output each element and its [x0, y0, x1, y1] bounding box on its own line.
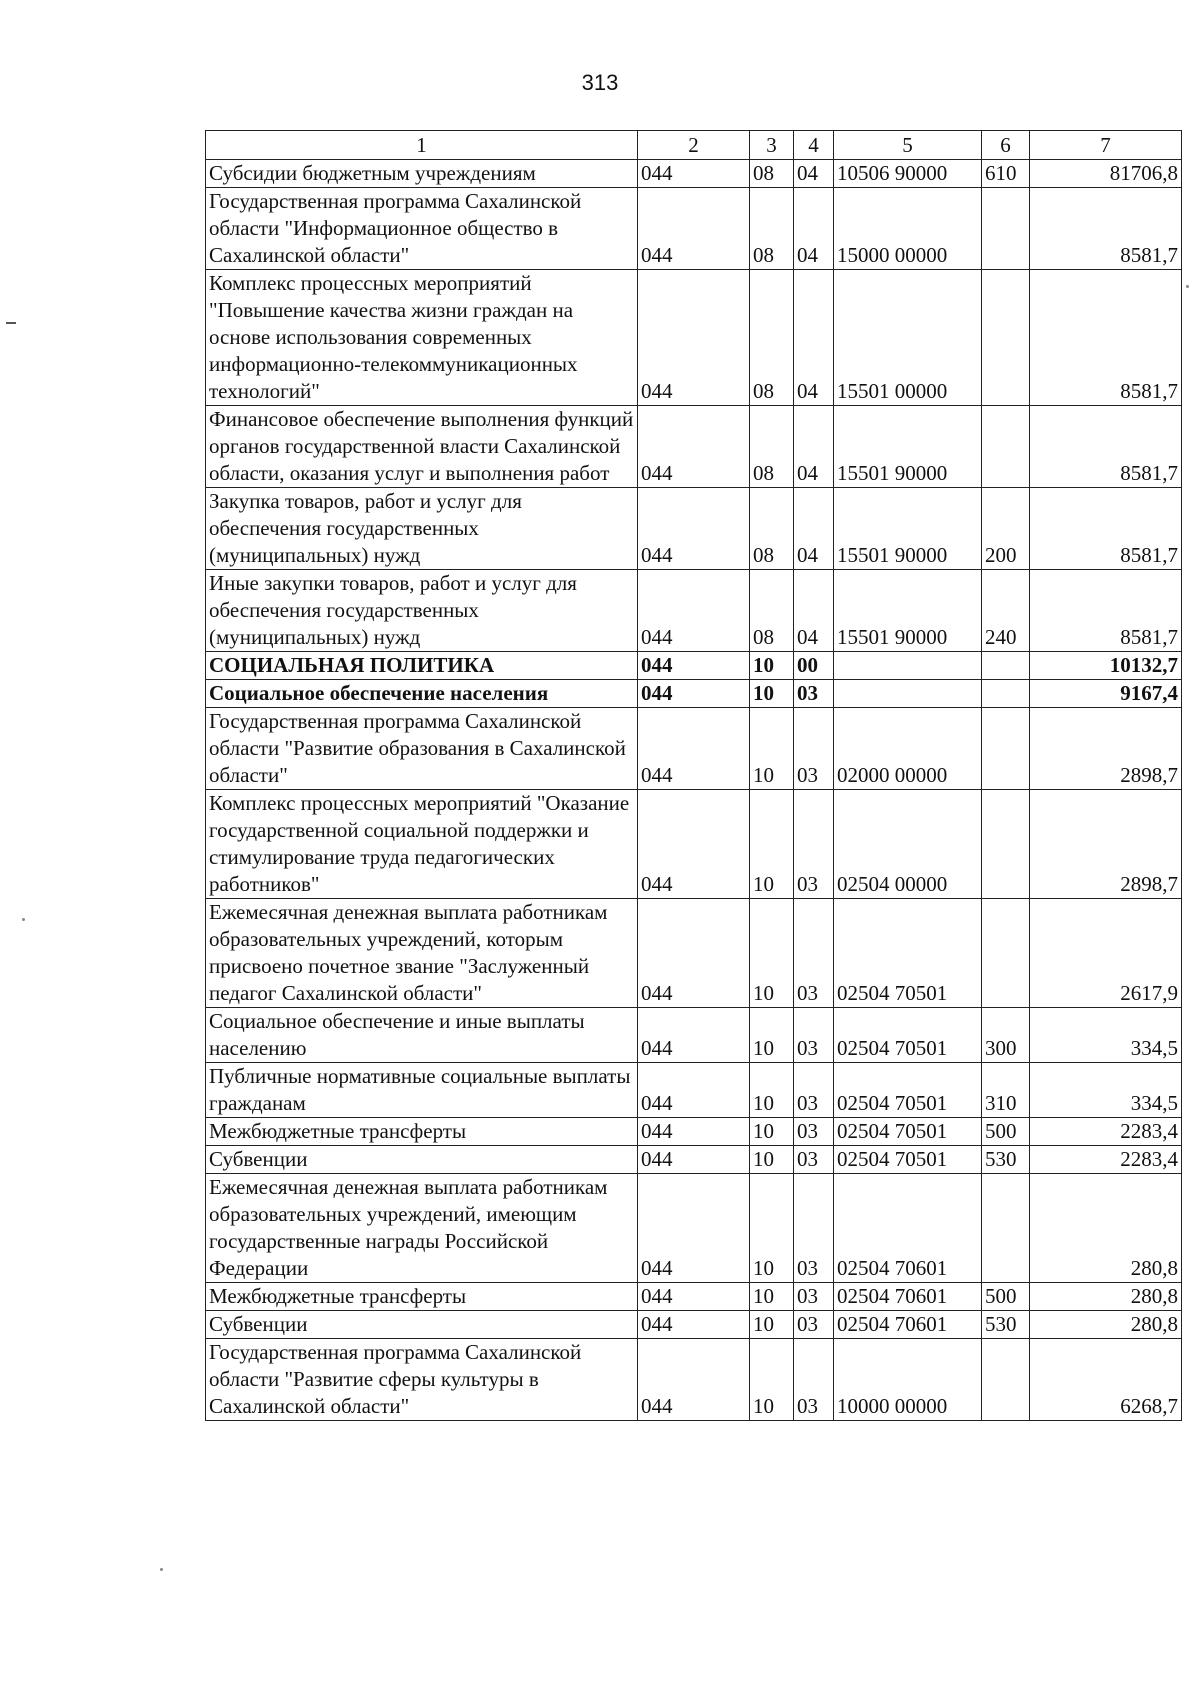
row-name-cell: Субвенции	[206, 1146, 638, 1174]
row-subsection-cell: 03	[794, 1174, 834, 1283]
row-target-cell: 10506 90000	[834, 160, 982, 188]
row-code-cell: 044	[638, 652, 750, 680]
row-code-cell: 044	[638, 1283, 750, 1311]
row-section-cell: 08	[750, 270, 794, 406]
table-row	[206, 1339, 1182, 1421]
row-section-cell: 08	[750, 406, 794, 488]
row-expense-type-cell: 500	[982, 1283, 1030, 1311]
row-amount-cell: 6268,7	[1030, 1339, 1182, 1421]
row-target-cell: 02504 70501	[834, 1118, 982, 1146]
row-section-cell: 10	[750, 1063, 794, 1118]
row-expense-type-cell	[982, 270, 1030, 406]
row-subsection-cell: 03	[794, 1339, 834, 1421]
row-amount-cell: 2283,4	[1030, 1118, 1182, 1146]
row-subsection-cell: 03	[794, 680, 834, 708]
row-name-cell: Финансовое обеспечение выполнения функций органов государственной власти Сахалинской области, оказания услуг и выполнения работ	[206, 406, 638, 488]
row-name-cell: Закупка товаров, работ и услуг для обеспечения государственных (муниципальных) нужд	[206, 488, 638, 570]
row-amount-cell: 8581,7	[1030, 188, 1182, 270]
row-section-cell: 10	[750, 790, 794, 899]
page-number: 313	[581, 70, 619, 95]
header-cell: 5	[834, 131, 982, 160]
row-target-cell: 10000 00000	[834, 1339, 982, 1421]
row-name-cell: Комплекс процессных мероприятий "Оказание государственной социальной поддержки и стимулирование труда педагогических работников"	[206, 790, 638, 899]
row-code-cell: 044	[638, 1146, 750, 1174]
row-code-cell: 044	[638, 790, 750, 899]
row-amount-cell: 334,5	[1030, 1008, 1182, 1063]
row-name-cell: Межбюджетные трансферты	[206, 1283, 638, 1311]
row-name-cell: Межбюджетные трансферты	[206, 1118, 638, 1146]
row-expense-type-cell	[982, 680, 1030, 708]
row-subsection-cell: 04	[794, 570, 834, 652]
row-subsection-cell: 03	[794, 1118, 834, 1146]
row-code-cell: 044	[638, 1118, 750, 1146]
row-expense-type-cell: 240	[982, 570, 1030, 652]
scan-mark	[6, 322, 16, 324]
budget-table	[205, 130, 1182, 1421]
row-amount-cell: 280,8	[1030, 1283, 1182, 1311]
row-target-cell: 02504 70501	[834, 899, 982, 1008]
row-subsection-cell: 04	[794, 270, 834, 406]
header-cell: 7	[1030, 131, 1182, 160]
row-target-cell: 02504 70601	[834, 1174, 982, 1283]
row-code-cell: 044	[638, 1008, 750, 1063]
row-code-cell: 044	[638, 708, 750, 790]
table-row	[206, 188, 1182, 270]
row-target-cell: 02504 70501	[834, 1146, 982, 1174]
row-name-cell: Субвенции	[206, 1311, 638, 1339]
row-target-cell	[834, 652, 982, 680]
row-target-cell: 02504 70501	[834, 1008, 982, 1063]
table-row	[206, 899, 1182, 1008]
row-subsection-cell: 04	[794, 188, 834, 270]
row-name-cell: Государственная программа Сахалинской области "Развитие сферы культуры в Сахалинской области"	[206, 1339, 638, 1421]
table-row	[206, 1146, 1182, 1174]
table-row	[206, 1063, 1182, 1118]
row-section-cell: 08	[750, 488, 794, 570]
row-name-cell: Государственная программа Сахалинской области "Информационное общество в Сахалинской области"	[206, 188, 638, 270]
row-code-cell: 044	[638, 270, 750, 406]
row-subsection-cell: 03	[794, 708, 834, 790]
row-expense-type-cell: 310	[982, 1063, 1030, 1118]
row-subsection-cell: 03	[794, 1008, 834, 1063]
table-row	[206, 1118, 1182, 1146]
row-expense-type-cell	[982, 790, 1030, 899]
row-target-cell: 02504 70601	[834, 1283, 982, 1311]
row-code-cell: 044	[638, 1174, 750, 1283]
row-expense-type-cell: 500	[982, 1118, 1030, 1146]
header-cell: 1	[206, 131, 638, 160]
table-row	[206, 680, 1182, 708]
row-expense-type-cell	[982, 1174, 1030, 1283]
row-subsection-cell: 03	[794, 1311, 834, 1339]
row-expense-type-cell	[982, 406, 1030, 488]
row-expense-type-cell: 200	[982, 488, 1030, 570]
row-expense-type-cell	[982, 899, 1030, 1008]
row-expense-type-cell: 300	[982, 1008, 1030, 1063]
row-amount-cell: 334,5	[1030, 1063, 1182, 1118]
row-section-cell: 10	[750, 1118, 794, 1146]
row-subsection-cell: 04	[794, 160, 834, 188]
row-amount-cell: 10132,7	[1030, 652, 1182, 680]
row-name-cell: Иные закупки товаров, работ и услуг для обеспечения государственных (муниципальных) нужд	[206, 570, 638, 652]
table-row	[206, 270, 1182, 406]
table-row	[206, 488, 1182, 570]
row-name-cell: Комплекс процессных мероприятий "Повышение качества жизни граждан на основе использования современных информационно-телекоммуникационных технологий"	[206, 270, 638, 406]
row-section-cell: 10	[750, 1311, 794, 1339]
row-code-cell: 044	[638, 570, 750, 652]
row-subsection-cell: 03	[794, 1063, 834, 1118]
row-amount-cell: 2617,9	[1030, 899, 1182, 1008]
header-cell: 6	[982, 131, 1030, 160]
row-name-cell: Ежемесячная денежная выплата работникам образовательных учреждений, имеющим государственные награды Российской Федерации	[206, 1174, 638, 1283]
row-name-cell: Субсидии бюджетным учреждениям	[206, 160, 638, 188]
row-target-cell: 02504 70601	[834, 1311, 982, 1339]
row-subsection-cell: 03	[794, 1283, 834, 1311]
row-code-cell: 044	[638, 899, 750, 1008]
row-code-cell: 044	[638, 1339, 750, 1421]
row-amount-cell: 8581,7	[1030, 270, 1182, 406]
table-row	[206, 1283, 1182, 1311]
row-target-cell	[834, 680, 982, 708]
row-section-cell: 10	[750, 1008, 794, 1063]
row-amount-cell: 9167,4	[1030, 680, 1182, 708]
table-row	[206, 1174, 1182, 1283]
row-section-cell: 10	[750, 1146, 794, 1174]
row-section-cell: 10	[750, 899, 794, 1008]
row-target-cell: 02504 70501	[834, 1063, 982, 1118]
row-target-cell: 15501 90000	[834, 406, 982, 488]
header-cell: 4	[794, 131, 834, 160]
row-target-cell: 15000 00000	[834, 188, 982, 270]
row-code-cell: 044	[638, 406, 750, 488]
row-code-cell: 044	[638, 488, 750, 570]
scan-mark	[160, 1568, 163, 1571]
row-expense-type-cell: 530	[982, 1146, 1030, 1174]
row-code-cell: 044	[638, 160, 750, 188]
row-target-cell: 02504 00000	[834, 790, 982, 899]
row-amount-cell: 2898,7	[1030, 790, 1182, 899]
row-subsection-cell: 03	[794, 899, 834, 1008]
row-name-cell: СОЦИАЛЬНАЯ ПОЛИТИКА	[206, 652, 638, 680]
row-expense-type-cell	[982, 188, 1030, 270]
row-subsection-cell: 00	[794, 652, 834, 680]
table-row	[206, 406, 1182, 488]
row-amount-cell: 2898,7	[1030, 708, 1182, 790]
row-subsection-cell: 03	[794, 1146, 834, 1174]
row-amount-cell: 280,8	[1030, 1311, 1182, 1339]
row-code-cell: 044	[638, 188, 750, 270]
row-name-cell: Государственная программа Сахалинской области "Развитие образования в Сахалинской области"	[206, 708, 638, 790]
row-code-cell: 044	[638, 680, 750, 708]
row-section-cell: 10	[750, 1174, 794, 1283]
header-row	[206, 131, 1182, 160]
table-row	[206, 160, 1182, 188]
table-row	[206, 1311, 1182, 1339]
row-expense-type-cell: 530	[982, 1311, 1030, 1339]
row-name-cell: Ежемесячная денежная выплата работникам образовательных учреждений, которым присвоено почетное звание "Заслуженный педагог Сахалинской области"	[206, 899, 638, 1008]
row-section-cell: 10	[750, 1283, 794, 1311]
row-section-cell: 10	[750, 708, 794, 790]
row-target-cell: 15501 00000	[834, 270, 982, 406]
row-section-cell: 10	[750, 652, 794, 680]
row-subsection-cell: 03	[794, 790, 834, 899]
header-cell: 2	[638, 131, 750, 160]
header-cell: 3	[750, 131, 794, 160]
row-target-cell: 15501 90000	[834, 488, 982, 570]
row-amount-cell: 8581,7	[1030, 406, 1182, 488]
row-amount-cell: 280,8	[1030, 1174, 1182, 1283]
row-code-cell: 044	[638, 1063, 750, 1118]
row-section-cell: 10	[750, 1339, 794, 1421]
row-target-cell: 15501 90000	[834, 570, 982, 652]
table-row	[206, 570, 1182, 652]
row-expense-type-cell	[982, 1339, 1030, 1421]
row-subsection-cell: 04	[794, 488, 834, 570]
table-row	[206, 652, 1182, 680]
row-code-cell: 044	[638, 1311, 750, 1339]
table-row	[206, 708, 1182, 790]
row-expense-type-cell	[982, 708, 1030, 790]
table-row	[206, 790, 1182, 899]
row-expense-type-cell: 610	[982, 160, 1030, 188]
table-row	[206, 1008, 1182, 1063]
row-name-cell: Социальное обеспечение населения	[206, 680, 638, 708]
scan-mark	[22, 918, 25, 921]
row-subsection-cell: 04	[794, 406, 834, 488]
row-amount-cell: 8581,7	[1030, 488, 1182, 570]
row-name-cell: Публичные нормативные социальные выплаты гражданам	[206, 1063, 638, 1118]
row-amount-cell: 81706,8	[1030, 160, 1182, 188]
row-section-cell: 08	[750, 570, 794, 652]
row-name-cell: Социальное обеспечение и иные выплаты населению	[206, 1008, 638, 1063]
row-expense-type-cell	[982, 652, 1030, 680]
scan-mark	[1186, 285, 1189, 288]
row-amount-cell: 8581,7	[1030, 570, 1182, 652]
row-section-cell: 08	[750, 160, 794, 188]
row-section-cell: 08	[750, 188, 794, 270]
row-amount-cell: 2283,4	[1030, 1146, 1182, 1174]
row-target-cell: 02000 00000	[834, 708, 982, 790]
row-section-cell: 10	[750, 680, 794, 708]
